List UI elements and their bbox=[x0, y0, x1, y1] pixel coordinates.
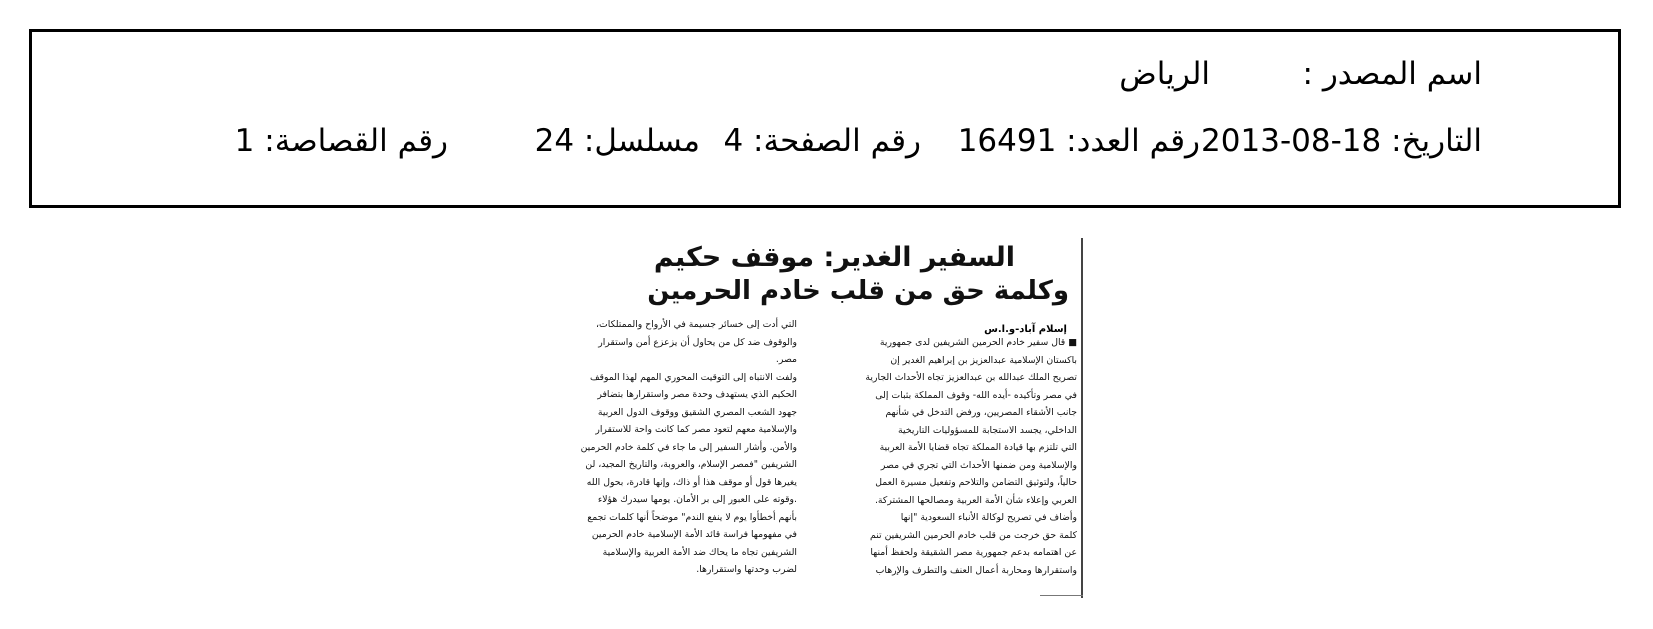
paragraph-line: جهود الشعب المصري الشقيق ووقوف الدول العربية bbox=[597, 406, 797, 418]
paragraph-line: في مصر وتأكيده -أيده الله- وقوف المملكة بثبات إلى bbox=[875, 389, 1077, 401]
paragraph-line: كلمة حق خرجت من قلب خادم الحرمين الشريفين تنم bbox=[870, 529, 1077, 541]
paragraph-line: والإسلامية معهم لتعود مصر كما كانت واحة للاستقرار bbox=[595, 424, 797, 435]
clipping-header-box bbox=[29, 29, 1621, 208]
paragraph-line: عن اهتمامه بدعم جمهورية مصر الشقيقة ولحفظ أمنها bbox=[870, 547, 1077, 558]
article-byline: إسلام آباد-و.ا.س bbox=[984, 324, 1067, 335]
newspaper-clipping bbox=[565, 238, 1085, 608]
source-value: الرياض bbox=[1119, 56, 1210, 92]
paragraph-line: والإسلامية ومن ضمنها الأحداث التي تجري في مصر bbox=[880, 459, 1077, 471]
paragraph-line: التي أدت إلى خسائر جسيمة في الأرواح والممتلكات، bbox=[596, 319, 797, 330]
paragraph-line: لضرب وحدتها واستقرارها. bbox=[696, 564, 797, 575]
clipping-number-field: رقم القصاصة: 1 bbox=[234, 123, 448, 159]
paragraph-line: العربي وإعلاء شأن الأمة العربية ومصالحها المشتركة. bbox=[874, 494, 1077, 506]
column-rule bbox=[1081, 238, 1083, 598]
paragraph-line: والوقوف ضد كل من يحاول أن يزعزع أمن واستقرار bbox=[598, 336, 797, 348]
paragraph-line: مصر. bbox=[775, 354, 797, 365]
article-left-column bbox=[565, 316, 797, 579]
paragraph-line: الداخلي، يجسد الاستجابة للمسؤوليات التاريخية bbox=[898, 424, 1077, 436]
paragraph-line: باكستان الإسلامية عبدالعزيز بن إبراهيم الغدير إن bbox=[890, 354, 1077, 366]
page-number-field: رقم الصفحة: 4 bbox=[723, 123, 921, 159]
headline-line-1: السفير الغدير: موقف حكيم bbox=[653, 242, 1015, 273]
paragraph-line: التي تلتزم بها قيادة المملكة تجاه قضايا الأمة العربية bbox=[879, 442, 1077, 453]
paragraph-line: وأضاف في تصريح لوكالة الأنباء السعودية "إنها bbox=[900, 512, 1077, 523]
issue-number-field: رقم العدد: 16491 bbox=[957, 123, 1200, 159]
paragraph-line: واستقرارها ومحاربة أعمال العنف والتطرف والإرهاب bbox=[875, 564, 1077, 576]
source-label: اسم المصدر : bbox=[1302, 56, 1482, 92]
paragraph-line: يغيرها قول أو موقف هذا أو ذاك، وإنها قادرة، بحول الله bbox=[586, 476, 797, 488]
paragraph-line: الشريفين "فمصر الإسلام، والعروبة، والتاريخ المجيد، لن bbox=[585, 459, 797, 470]
paragraph-line: الحكيم الذي يستهدف وحدة مصر واستقرارها بتضافر bbox=[597, 389, 797, 400]
paragraph-line: والأمن. وأشار السفير إلى ما جاء في كلمة خادم الحرمين bbox=[580, 441, 797, 453]
paragraph-line: بأنهم أخطأوا يوم لا ينفع الندم" موضحاً أنها كلمات تجمع bbox=[587, 511, 797, 523]
article-right-column bbox=[805, 334, 1077, 579]
date-field: التاريخ: 18-08-2013 bbox=[1201, 123, 1482, 159]
paragraph-line: تصريح الملك عبدالله بن عبدالعزيز تجاه الأحداث الجارية bbox=[865, 372, 1077, 383]
paragraph-line: ولفت الانتباه إلى التوقيت المحوري المهم لهذا الموقف bbox=[589, 371, 797, 383]
column-rule-bottom bbox=[1040, 595, 1083, 596]
paragraph-line: .وقوته على العبور إلى بر الأمان. يومها سيدرك هؤلاء bbox=[597, 494, 797, 505]
paragraph-line: جانب الأشقاء المصريين، ورفض التدخل في شأنهم bbox=[885, 407, 1077, 418]
paragraph-line: ■ قال سفير خادم الحرمين الشريفين لدى جمهورية bbox=[879, 337, 1077, 348]
paragraph-line: الشريفين تجاه ما يحاك ضد الأمة العربية والإسلامية bbox=[602, 546, 797, 558]
headline-line-2: وكلمة حق من قلب خادم الحرمين bbox=[647, 276, 1069, 306]
serial-field: مسلسل: 24 bbox=[534, 123, 700, 159]
paragraph-line: حالياً، ولتوثيق التضامن والتلاحم وتفعيل مسيرة العمل bbox=[875, 477, 1077, 488]
paragraph-line: في مفهومها فراسة قائد الأمة الإسلامية خادم الحرمين bbox=[591, 529, 797, 540]
